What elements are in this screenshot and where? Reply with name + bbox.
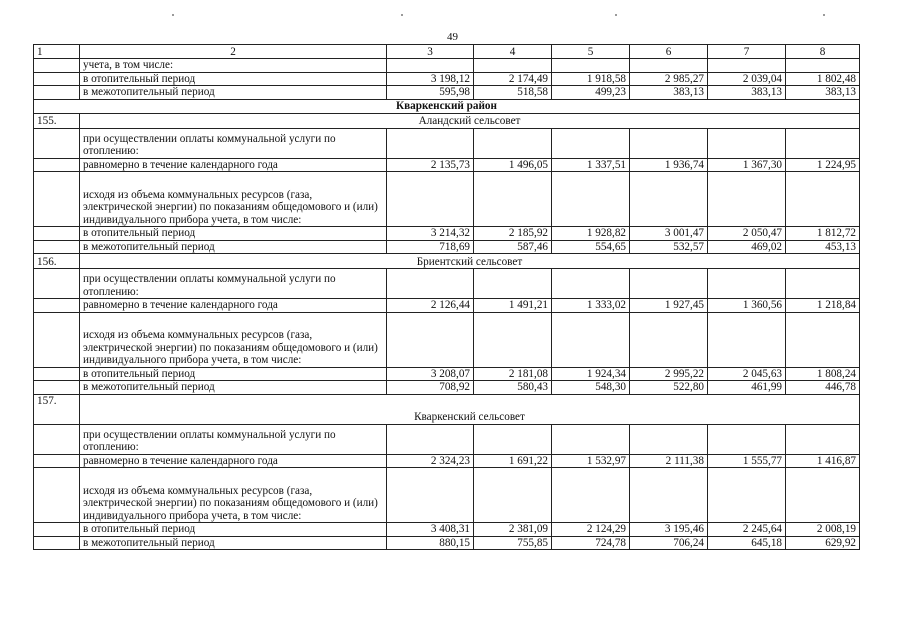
table-row [34, 72, 860, 86]
row-label: равномерно в течение календарного года [80, 299, 387, 313]
row-index-cell [34, 468, 80, 523]
row-index-cell [34, 424, 80, 454]
value-cell: 880,15 [387, 536, 474, 550]
value-cell: 580,43 [474, 381, 552, 395]
value-cell [387, 59, 474, 73]
value-cell: 1 224,95 [786, 158, 860, 172]
table-row [34, 299, 860, 313]
settlement-name: Кваркенский сельсовет [80, 394, 860, 424]
table-row [34, 128, 860, 158]
value-cell: 3 001,47 [630, 227, 708, 241]
table-row [34, 269, 860, 299]
value-cell [786, 424, 860, 454]
row-label: при осуществлении оплаты коммунальной услуги по отоплению: [80, 424, 387, 454]
settlement-number: 156. [34, 254, 80, 269]
value-cell: 3 198,12 [387, 72, 474, 86]
value-cell: 1 936,74 [630, 158, 708, 172]
row-index-cell [34, 299, 80, 313]
row-label: при осуществлении оплаты коммунальной услуги по отоплению: [80, 269, 387, 299]
row-index-cell [34, 128, 80, 158]
value-cell: 3 208,07 [387, 367, 474, 381]
column-number: 5 [552, 45, 630, 59]
settlement-number: 157. [34, 394, 80, 424]
district-title: Кваркенский район [34, 99, 860, 113]
row-label: в межотопительный период [80, 536, 387, 550]
value-cell: 2 985,27 [630, 72, 708, 86]
value-cell: 1 808,24 [786, 367, 860, 381]
row-index-cell [34, 367, 80, 381]
value-cell [552, 128, 630, 158]
table-row [34, 367, 860, 381]
scan-speck [172, 14, 174, 16]
value-cell: 2 245,64 [708, 523, 786, 537]
table-row [34, 312, 860, 367]
value-cell [552, 424, 630, 454]
value-cell [474, 172, 552, 227]
value-cell: 532,57 [630, 240, 708, 254]
row-index-cell [34, 381, 80, 395]
value-cell: 1 802,48 [786, 72, 860, 86]
value-cell: 3 195,46 [630, 523, 708, 537]
row-label: в отопительный период [80, 523, 387, 537]
value-cell [630, 312, 708, 367]
value-cell [552, 468, 630, 523]
value-cell: 595,98 [387, 86, 474, 100]
value-cell: 1 928,82 [552, 227, 630, 241]
value-cell: 2 111,38 [630, 454, 708, 468]
value-cell: 587,46 [474, 240, 552, 254]
value-cell [786, 312, 860, 367]
column-number: 3 [387, 45, 474, 59]
value-cell: 1 337,51 [552, 158, 630, 172]
row-index-cell [34, 523, 80, 537]
value-cell [552, 312, 630, 367]
row-index-cell [34, 240, 80, 254]
page-number: 49 [447, 31, 458, 43]
row-index-cell [34, 227, 80, 241]
value-cell [630, 468, 708, 523]
value-cell: 2 050,47 [708, 227, 786, 241]
settlement-name: Аландский сельсовет [80, 113, 860, 128]
value-cell [387, 424, 474, 454]
value-cell [474, 468, 552, 523]
value-cell: 2 008,19 [786, 523, 860, 537]
row-label: исходя из объема коммунальных ресурсов (газа, электрической энергии) по показаниям общедомового и (или) индивидуального прибора учета, в том числе: [80, 468, 387, 523]
value-cell: 522,80 [630, 381, 708, 395]
row-index-cell [34, 454, 80, 468]
row-index-cell [34, 172, 80, 227]
table-row [34, 158, 860, 172]
value-cell: 3 214,32 [387, 227, 474, 241]
value-cell: 461,99 [708, 381, 786, 395]
value-cell [387, 128, 474, 158]
column-number-row [34, 45, 860, 59]
value-cell: 383,13 [630, 86, 708, 100]
row-index-cell [34, 158, 80, 172]
value-cell [708, 269, 786, 299]
value-cell: 1 918,58 [552, 72, 630, 86]
column-number: 6 [630, 45, 708, 59]
value-cell [552, 269, 630, 299]
row-index-cell [34, 86, 80, 100]
scan-speck [401, 14, 403, 16]
value-cell: 706,24 [630, 536, 708, 550]
value-cell: 499,23 [552, 86, 630, 100]
value-cell: 1 360,56 [708, 299, 786, 313]
tariff-table [33, 44, 860, 550]
row-label: исходя из объема коммунальных ресурсов (газа, электрической энергии) по показаниям общедомового и (или) индивидуального прибора учета, в том числе: [80, 172, 387, 227]
value-cell [552, 59, 630, 73]
value-cell [474, 424, 552, 454]
value-cell: 1 218,84 [786, 299, 860, 313]
value-cell: 2 126,44 [387, 299, 474, 313]
value-cell: 629,92 [786, 536, 860, 550]
value-cell: 2 174,49 [474, 72, 552, 86]
value-cell: 2 039,04 [708, 72, 786, 86]
row-label: при осуществлении оплаты коммунальной услуги по отоплению: [80, 128, 387, 158]
value-cell [708, 424, 786, 454]
row-label: в отопительный период [80, 367, 387, 381]
value-cell: 718,69 [387, 240, 474, 254]
settlement-name: Бриентский сельсовет [80, 254, 860, 269]
value-cell: 1 496,05 [474, 158, 552, 172]
value-cell: 3 408,31 [387, 523, 474, 537]
scan-speck [615, 14, 617, 16]
row-index-cell [34, 72, 80, 86]
settlement-header-row [34, 113, 860, 128]
value-cell: 1 532,97 [552, 454, 630, 468]
row-index-cell [34, 536, 80, 550]
column-number: 1 [34, 45, 80, 59]
settlement-number: 155. [34, 113, 80, 128]
value-cell [474, 59, 552, 73]
value-cell: 2 045,63 [708, 367, 786, 381]
value-cell: 724,78 [552, 536, 630, 550]
value-cell: 554,65 [552, 240, 630, 254]
value-cell: 645,18 [708, 536, 786, 550]
value-cell: 548,30 [552, 381, 630, 395]
value-cell [474, 128, 552, 158]
settlement-header-row [34, 254, 860, 269]
value-cell [708, 59, 786, 73]
value-cell: 1 691,22 [474, 454, 552, 468]
value-cell [786, 172, 860, 227]
value-cell: 2 324,23 [387, 454, 474, 468]
value-cell: 1 927,45 [630, 299, 708, 313]
table-row [34, 381, 860, 395]
row-index-cell [34, 269, 80, 299]
scan-speck [823, 14, 825, 16]
row-label: в отопительный период [80, 72, 387, 86]
table-row [34, 240, 860, 254]
value-cell [387, 269, 474, 299]
value-cell: 2 185,92 [474, 227, 552, 241]
value-cell: 1 555,77 [708, 454, 786, 468]
value-cell: 383,13 [708, 86, 786, 100]
row-label: учета, в том числе: [80, 59, 387, 73]
value-cell [387, 468, 474, 523]
value-cell: 2 381,09 [474, 523, 552, 537]
value-cell: 1 491,21 [474, 299, 552, 313]
table-row [34, 454, 860, 468]
value-cell [708, 312, 786, 367]
value-cell: 469,02 [708, 240, 786, 254]
value-cell [786, 468, 860, 523]
row-label: равномерно в течение календарного года [80, 158, 387, 172]
continuation-row [34, 59, 860, 73]
value-cell [630, 128, 708, 158]
table-row [34, 424, 860, 454]
row-index-cell [34, 59, 80, 73]
row-label: в межотопительный период [80, 381, 387, 395]
value-cell [786, 59, 860, 73]
value-cell [387, 312, 474, 367]
table-row [34, 523, 860, 537]
value-cell [630, 269, 708, 299]
value-cell [630, 59, 708, 73]
value-cell [630, 424, 708, 454]
value-cell [708, 468, 786, 523]
value-cell: 708,92 [387, 381, 474, 395]
table-row [34, 536, 860, 550]
value-cell [474, 269, 552, 299]
value-cell: 2 135,73 [387, 158, 474, 172]
value-cell [552, 172, 630, 227]
column-number: 8 [786, 45, 860, 59]
row-label: в межотопительный период [80, 86, 387, 100]
row-label: в межотопительный период [80, 240, 387, 254]
value-cell: 2 124,29 [552, 523, 630, 537]
value-cell [474, 312, 552, 367]
value-cell: 453,13 [786, 240, 860, 254]
value-cell: 518,58 [474, 86, 552, 100]
column-number: 2 [80, 45, 387, 59]
value-cell [630, 172, 708, 227]
value-cell: 383,13 [786, 86, 860, 100]
value-cell [786, 128, 860, 158]
value-cell [708, 172, 786, 227]
table-row [34, 468, 860, 523]
column-number: 7 [708, 45, 786, 59]
value-cell [786, 269, 860, 299]
value-cell: 1 924,34 [552, 367, 630, 381]
table-row [34, 86, 860, 100]
row-label: равномерно в течение календарного года [80, 454, 387, 468]
value-cell [708, 128, 786, 158]
column-number: 4 [474, 45, 552, 59]
value-cell: 2 181,08 [474, 367, 552, 381]
value-cell: 2 995,22 [630, 367, 708, 381]
value-cell: 1 367,30 [708, 158, 786, 172]
settlement-header-row [34, 394, 860, 424]
value-cell: 1 333,02 [552, 299, 630, 313]
table-row [34, 172, 860, 227]
value-cell: 1 416,87 [786, 454, 860, 468]
district-row [34, 99, 860, 113]
row-label: исходя из объема коммунальных ресурсов (газа, электрической энергии) по показаниям общедомового и (или) индивидуального прибора учета, в том числе: [80, 312, 387, 367]
value-cell: 446,78 [786, 381, 860, 395]
value-cell: 1 812,72 [786, 227, 860, 241]
table-row [34, 227, 860, 241]
row-label: в отопительный период [80, 227, 387, 241]
row-index-cell [34, 312, 80, 367]
value-cell [387, 172, 474, 227]
value-cell: 755,85 [474, 536, 552, 550]
